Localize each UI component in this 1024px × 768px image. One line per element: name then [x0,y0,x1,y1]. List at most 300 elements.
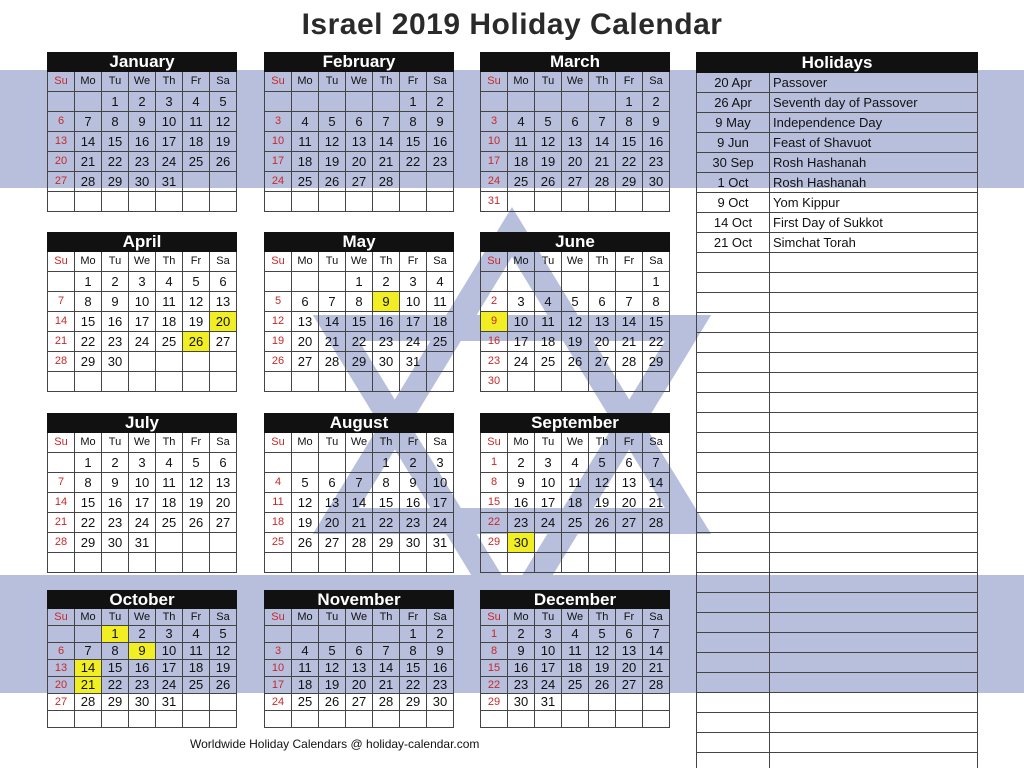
day-cell: 5 [265,292,292,312]
holiday-name [770,673,977,692]
weekday-header: Fr [183,252,210,272]
month-days-grid [480,433,670,573]
weekday-header: Sa [427,252,454,272]
holiday-row [696,213,978,233]
day-cell: 16 [427,132,454,152]
empty-day-cell [616,272,643,292]
day-cell: 27 [562,172,589,192]
day-cell: 30 [508,694,535,711]
weekday-header: Tu [319,252,346,272]
holiday-date [697,513,770,532]
day-cell: 27 [210,513,237,533]
day-cell: 1 [400,626,427,643]
holiday-row [696,633,978,653]
empty-day-cell [183,694,210,711]
day-cell: 5 [319,112,346,132]
holidays-table [696,52,978,768]
empty-day-cell [102,372,129,392]
empty-day-cell [210,192,237,212]
day-cell: 24 [427,513,454,533]
day-cell: 9 [427,643,454,660]
day-cell: 12 [210,112,237,132]
empty-day-cell [319,711,346,728]
day-cell: 3 [156,626,183,643]
holiday-date: 1 Oct [697,173,770,192]
day-cell: 7 [589,112,616,132]
day-cell: 5 [535,112,562,132]
holiday-row [696,733,978,753]
day-cell: 2 [400,453,427,473]
empty-day-cell [346,92,373,112]
day-cell: 8 [102,643,129,660]
day-cell: 17 [481,152,508,172]
month-days-grid [47,609,237,728]
day-cell: 26 [292,533,319,553]
day-cell: 17 [508,332,535,352]
empty-day-cell [562,711,589,728]
day-cell: 27 [48,694,75,711]
day-cell: 11 [535,312,562,332]
day-cell: 31 [535,694,562,711]
weekday-header: Fr [400,609,427,626]
weekday-header: Sa [210,72,237,92]
day-cell: 14 [643,643,670,660]
day-cell: 2 [129,626,156,643]
day-cell: 30 [400,533,427,553]
day-cell: 1 [400,92,427,112]
weekday-header: Th [589,252,616,272]
day-cell: 8 [373,473,400,493]
empty-day-cell [75,553,102,573]
day-cell: 22 [481,677,508,694]
month-days-grid [480,72,670,212]
day-cell: 7 [75,643,102,660]
empty-day-cell [535,92,562,112]
day-cell: 23 [643,152,670,172]
holiday-row [696,573,978,593]
holiday-date [697,433,770,452]
month-title: April [47,232,237,252]
holiday-date: 9 May [697,113,770,132]
weekday-header: Mo [292,433,319,453]
day-cell: 1 [102,92,129,112]
empty-day-cell [589,553,616,573]
empty-day-cell [129,192,156,212]
holiday-row [696,273,978,293]
day-cell: 23 [102,332,129,352]
day-cell: 26 [319,172,346,192]
day-cell: 31 [481,192,508,212]
day-cell: 27 [48,172,75,192]
empty-day-cell [373,92,400,112]
holiday-row [696,613,978,633]
day-cell: 27 [292,352,319,372]
day-cell: 7 [48,292,75,312]
holiday-date: 9 Oct [697,193,770,212]
day-cell: 16 [481,332,508,352]
empty-day-cell [427,372,454,392]
empty-day-cell [481,711,508,728]
holiday-row [696,293,978,313]
empty-day-cell [183,553,210,573]
weekday-header: Fr [616,252,643,272]
day-cell: 25 [183,152,210,172]
day-cell: 12 [319,132,346,152]
holiday-row [696,713,978,733]
day-cell: 11 [265,493,292,513]
day-cell: 21 [48,332,75,352]
day-cell: 15 [481,660,508,677]
holiday-name [770,353,977,372]
day-cell: 28 [75,172,102,192]
day-cell: 8 [481,473,508,493]
day-cell: 19 [589,660,616,677]
month-title: March [480,52,670,72]
empty-day-cell [265,453,292,473]
day-cell: 6 [210,453,237,473]
weekday-header: Fr [400,252,427,272]
holiday-date [697,333,770,352]
empty-day-cell [589,711,616,728]
empty-day-cell [535,553,562,573]
empty-day-cell [643,694,670,711]
holiday-day-cell: 26 [183,332,210,352]
day-cell: 9 [427,112,454,132]
weekday-header: We [562,609,589,626]
day-cell: 1 [643,272,670,292]
day-cell: 30 [129,694,156,711]
holiday-date: 21 Oct [697,233,770,252]
holiday-row [696,453,978,473]
empty-day-cell [156,372,183,392]
empty-day-cell [589,92,616,112]
weekday-header: We [562,433,589,453]
day-cell: 17 [427,493,454,513]
empty-day-cell [292,626,319,643]
day-cell: 13 [616,473,643,493]
holiday-date [697,633,770,652]
day-cell: 3 [427,453,454,473]
holiday-name [770,533,977,552]
day-cell: 8 [616,112,643,132]
day-cell: 7 [373,112,400,132]
empty-day-cell [643,711,670,728]
day-cell: 16 [102,493,129,513]
empty-day-cell [48,372,75,392]
holiday-row [696,133,978,153]
day-cell: 27 [616,677,643,694]
holiday-row [696,333,978,353]
day-cell: 9 [508,643,535,660]
day-cell: 7 [319,292,346,312]
holiday-date [697,613,770,632]
day-cell: 21 [319,332,346,352]
holiday-name: Yom Kippur [773,195,840,210]
weekday-header: Su [48,252,75,272]
empty-day-cell [427,711,454,728]
month-june [480,232,670,392]
day-cell: 21 [48,513,75,533]
empty-day-cell [589,533,616,553]
day-cell: 23 [427,677,454,694]
day-cell: 19 [319,677,346,694]
day-cell: 28 [589,172,616,192]
empty-day-cell [319,272,346,292]
day-cell: 8 [75,473,102,493]
day-cell: 25 [508,172,535,192]
empty-day-cell [265,372,292,392]
weekday-header: Sa [643,609,670,626]
day-cell: 24 [265,172,292,192]
empty-day-cell [616,372,643,392]
day-cell: 13 [48,132,75,152]
empty-day-cell [48,92,75,112]
day-cell: 4 [156,453,183,473]
day-cell: 19 [535,152,562,172]
month-title: January [47,52,237,72]
holiday-name: Feast of Shavuot [773,135,872,150]
day-cell: 20 [210,493,237,513]
day-cell: 19 [183,493,210,513]
day-cell: 22 [346,332,373,352]
day-cell: 10 [129,473,156,493]
empty-day-cell [210,172,237,192]
day-cell: 21 [346,513,373,533]
day-cell: 29 [75,533,102,553]
day-cell: 29 [373,533,400,553]
empty-day-cell [562,272,589,292]
empty-day-cell [373,192,400,212]
month-title: June [480,232,670,252]
empty-day-cell [535,192,562,212]
day-cell: 8 [75,292,102,312]
day-cell: 11 [508,132,535,152]
day-cell: 15 [400,660,427,677]
empty-day-cell [535,711,562,728]
empty-day-cell [562,372,589,392]
day-cell: 2 [102,272,129,292]
empty-day-cell [319,553,346,573]
holiday-date [697,573,770,592]
day-cell: 3 [129,453,156,473]
day-cell: 1 [616,92,643,112]
day-cell: 21 [75,152,102,172]
day-cell: 18 [535,332,562,352]
day-cell: 11 [427,292,454,312]
holiday-row [696,113,978,133]
weekday-header: Su [48,72,75,92]
day-cell: 4 [562,453,589,473]
weekday-header: Mo [508,72,535,92]
empty-day-cell [265,553,292,573]
day-cell: 17 [400,312,427,332]
weekday-header: Mo [75,252,102,272]
empty-day-cell [102,192,129,212]
day-cell: 20 [616,660,643,677]
holiday-date [697,393,770,412]
empty-day-cell [427,192,454,212]
empty-day-cell [427,553,454,573]
weekday-header: Tu [102,72,129,92]
weekday-header: Tu [319,72,346,92]
weekday-header: Fr [400,433,427,453]
holiday-name [770,713,977,732]
weekday-header: Sa [427,72,454,92]
day-cell: 14 [48,493,75,513]
month-april [47,232,237,392]
empty-day-cell [481,92,508,112]
holiday-day-cell: 21 [75,677,102,694]
weekday-header: Th [589,433,616,453]
holiday-date [697,413,770,432]
weekday-header: Th [589,609,616,626]
empty-day-cell [183,192,210,212]
empty-day-cell [129,372,156,392]
empty-day-cell [292,553,319,573]
weekday-header: We [346,72,373,92]
weekday-header: Su [265,72,292,92]
holiday-date [697,273,770,292]
weekday-header: Mo [508,252,535,272]
weekday-header: Fr [400,72,427,92]
day-cell: 3 [508,292,535,312]
empty-day-cell [75,92,102,112]
day-cell: 22 [400,677,427,694]
day-cell: 27 [319,533,346,553]
day-cell: 21 [373,152,400,172]
day-cell: 10 [129,292,156,312]
day-cell: 11 [183,112,210,132]
holiday-row [696,153,978,173]
holiday-date: 20 Apr [697,73,770,92]
month-title: October [47,590,237,609]
empty-day-cell [346,372,373,392]
empty-day-cell [210,352,237,372]
weekday-header: Th [156,72,183,92]
holiday-date [697,473,770,492]
day-cell: 18 [427,312,454,332]
weekday-header: Su [48,609,75,626]
day-cell: 25 [156,513,183,533]
weekday-header: We [129,609,156,626]
holiday-name [770,253,977,272]
day-cell: 5 [562,292,589,312]
empty-day-cell [319,453,346,473]
holiday-date [697,493,770,512]
empty-day-cell [210,553,237,573]
holiday-row [696,693,978,713]
weekday-header: We [562,252,589,272]
day-cell: 20 [48,677,75,694]
weekday-header: Sa [427,609,454,626]
day-cell: 5 [319,643,346,660]
holiday-row [696,653,978,673]
empty-day-cell [156,533,183,553]
weekday-header: We [346,433,373,453]
month-days-grid [47,433,237,573]
day-cell: 26 [210,152,237,172]
holiday-date: 30 Sep [697,153,770,172]
holiday-name: Passover [773,75,828,90]
day-cell: 18 [156,493,183,513]
holiday-name [770,753,977,768]
day-cell: 18 [292,152,319,172]
empty-day-cell [102,553,129,573]
empty-day-cell [156,352,183,372]
day-cell: 26 [589,513,616,533]
weekday-header: Su [481,609,508,626]
holiday-day-cell: 1 [102,626,129,643]
empty-day-cell [265,192,292,212]
holiday-date [697,553,770,572]
day-cell: 18 [292,677,319,694]
empty-day-cell [616,192,643,212]
day-cell: 9 [102,292,129,312]
day-cell: 24 [156,677,183,694]
empty-day-cell [643,533,670,553]
day-cell: 24 [129,332,156,352]
empty-day-cell [346,626,373,643]
day-cell: 15 [102,660,129,677]
day-cell: 30 [481,372,508,392]
weekday-header: Tu [319,609,346,626]
day-cell: 28 [48,533,75,553]
empty-day-cell [129,352,156,372]
empty-day-cell [481,272,508,292]
holiday-row [696,233,978,253]
empty-day-cell [373,553,400,573]
day-cell: 3 [400,272,427,292]
empty-day-cell [183,711,210,728]
month-days-grid [47,252,237,392]
holiday-day-cell: 9 [481,312,508,332]
day-cell: 10 [400,292,427,312]
weekday-header: Su [265,433,292,453]
empty-day-cell [210,533,237,553]
day-cell: 21 [643,660,670,677]
empty-day-cell [210,372,237,392]
holiday-date [697,713,770,732]
weekday-header: We [129,252,156,272]
holiday-name [770,293,977,312]
day-cell: 22 [481,513,508,533]
day-cell: 20 [292,332,319,352]
day-cell: 21 [616,332,643,352]
empty-day-cell [616,553,643,573]
weekday-header: Tu [535,252,562,272]
weekday-header: Mo [292,252,319,272]
empty-day-cell [129,553,156,573]
day-cell: 2 [427,626,454,643]
day-cell: 26 [210,677,237,694]
empty-day-cell [48,192,75,212]
day-cell: 14 [346,493,373,513]
day-cell: 4 [183,626,210,643]
page-title: Israel 2019 Holiday Calendar [301,8,723,41]
day-cell: 1 [75,453,102,473]
day-cell: 6 [319,473,346,493]
day-cell: 24 [156,152,183,172]
empty-day-cell [156,553,183,573]
holiday-date [697,313,770,332]
holiday-row [696,253,978,273]
day-cell: 4 [427,272,454,292]
month-march [480,52,670,212]
holiday-day-cell: 9 [373,292,400,312]
day-cell: 16 [427,660,454,677]
day-cell: 10 [156,112,183,132]
day-cell: 19 [589,493,616,513]
